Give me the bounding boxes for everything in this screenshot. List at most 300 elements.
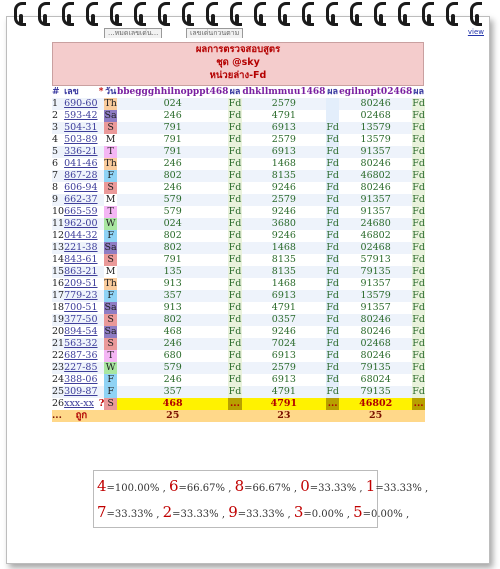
row-number-link[interactable]: 044-32	[64, 230, 98, 241]
row-day: T	[104, 146, 117, 158]
row-index: 9	[52, 194, 64, 206]
row-formula-2-value: 4791	[242, 302, 327, 314]
prediction-row	[52, 398, 425, 410]
row-result-2: Fd	[326, 182, 339, 193]
row-number-link[interactable]: 227-85	[64, 362, 98, 373]
col-header-result-3: ผล	[413, 87, 425, 97]
row-result-3: Fd	[412, 134, 425, 145]
row-result-1: Fd	[228, 374, 242, 385]
header-title: ผลการตรวจสอบสูตร	[195, 44, 281, 55]
row-result-3: Fd	[412, 290, 425, 301]
row-number-link[interactable]: 388-06	[64, 374, 98, 385]
row-formula-2-value: 9246	[242, 206, 327, 218]
table-row	[52, 314, 425, 326]
row-formula-3-value: 91357	[339, 206, 412, 218]
row-result-2: Fd	[326, 194, 339, 205]
binding-ring	[228, 0, 242, 26]
row-result-1: Fd	[228, 302, 242, 313]
row-result-1: Fd	[228, 278, 242, 289]
row-index: 3	[52, 122, 64, 134]
table-row	[52, 230, 425, 242]
row-formula-2-value: 1468	[242, 278, 327, 290]
row-index: 21	[52, 338, 65, 349]
row-formula-2-value: 2579	[242, 134, 327, 146]
row-formula-1-value: 357	[117, 290, 229, 302]
row-formula-3-value: 46802	[339, 170, 412, 182]
row-formula-2-value: 6913	[242, 374, 327, 386]
row-day: S	[104, 338, 117, 350]
row-day: S	[104, 122, 117, 134]
row-result-1: Fd	[228, 314, 242, 325]
row-result-1: Fd	[228, 362, 242, 373]
table-row	[52, 182, 425, 194]
row-index: 25	[52, 386, 65, 397]
summary-count-3: 25	[339, 410, 412, 422]
row-formula-2-value: 2579	[242, 98, 327, 110]
row-index: 11	[52, 218, 65, 229]
row-result-1: Fd	[228, 206, 242, 217]
toolbar-button-1[interactable]: ...หมดเลขเด่น...	[104, 28, 162, 38]
table-row	[52, 134, 425, 146]
row-result-3: Fd	[412, 314, 425, 325]
row-formula-1-value: 246	[117, 110, 229, 122]
prediction-result-3: ...	[413, 398, 424, 409]
row-formula-2-value: 2579	[242, 362, 327, 374]
summary-row	[52, 410, 425, 422]
row-result-2: Fd	[326, 122, 339, 133]
table-row	[52, 350, 425, 362]
row-number-link[interactable]: 221-38	[64, 242, 98, 253]
row-day: F	[104, 374, 117, 386]
row-result-2: Fd	[326, 158, 339, 169]
row-result-2: Fd	[326, 314, 339, 325]
row-formula-1-value: 579	[117, 194, 229, 206]
row-result-3: Fd	[412, 242, 425, 253]
row-day: W	[105, 218, 116, 229]
row-result-3: Fd	[412, 350, 425, 361]
row-day: T	[104, 206, 117, 218]
table-row	[52, 302, 425, 314]
col-header-formula-3[interactable]: egilnopt02468	[339, 87, 413, 97]
row-number-link[interactable]: 504-31	[64, 122, 98, 133]
row-formula-1-value: 913	[117, 302, 229, 314]
prediction-day: S	[104, 398, 117, 410]
table-row	[52, 374, 425, 386]
stat-percent: =100.00% ,	[106, 483, 166, 494]
row-result-3: Fd	[412, 110, 425, 121]
row-day: S	[104, 314, 117, 326]
row-number-link[interactable]: 894-54	[64, 326, 98, 337]
row-index: 16	[52, 278, 65, 289]
summary-label: ถูก	[64, 410, 99, 422]
binding-ring	[468, 0, 482, 26]
row-formula-2-value: 4791	[242, 110, 327, 122]
table-row	[52, 206, 425, 218]
row-index: 22	[52, 350, 65, 361]
row-formula-1-value: 802	[117, 314, 229, 326]
row-number-link[interactable]: 863-21	[64, 266, 98, 277]
table-header-row	[52, 86, 425, 98]
col-header-day: วัน	[105, 87, 117, 97]
binding-ring	[84, 0, 98, 26]
row-result-3: Fd	[412, 386, 425, 397]
row-result-1: Fd	[228, 146, 242, 157]
row-number-link[interactable]: 336-21	[64, 146, 98, 157]
stat-digit: 8	[234, 477, 245, 495]
row-formula-1-value: 246	[117, 374, 229, 386]
row-day: Th	[104, 98, 117, 109]
row-index: 17	[52, 290, 65, 301]
row-result-3: Fd	[412, 218, 425, 229]
row-result-2: Fd	[326, 290, 339, 301]
row-formula-1-value: 802	[117, 230, 229, 242]
row-formula-3-value: 57913	[339, 254, 412, 266]
row-result-1: Fd	[228, 338, 242, 349]
toolbar-button-2[interactable]: เลขเด่นกวนตาม	[186, 28, 243, 38]
formula-result-header	[52, 42, 424, 86]
row-formula-2-value: 9246	[242, 230, 327, 242]
binding-ring	[372, 0, 386, 26]
row-result-3: Fd	[412, 158, 425, 169]
row-formula-3-value: 13579	[339, 134, 412, 146]
summary-dots: ...	[52, 410, 64, 422]
row-formula-1-value: 791	[117, 122, 229, 134]
stat-percent: =33.33% ,	[375, 483, 429, 494]
row-formula-1-value: 791	[117, 134, 229, 146]
prediction-index: 26	[52, 398, 65, 409]
row-index: 6	[52, 158, 64, 170]
table-row	[52, 194, 425, 206]
row-index: 2	[52, 110, 64, 122]
stat-digit: 9	[228, 503, 238, 521]
row-result-3: Fd	[412, 170, 425, 181]
row-formula-1-value: 246	[117, 158, 229, 170]
row-result-3: Fd	[412, 182, 425, 193]
row-index: 8	[52, 182, 64, 194]
row-result-3: Fd	[412, 230, 425, 241]
row-formula-2-value: 6913	[242, 290, 327, 302]
row-formula-2-value: 0357	[242, 314, 327, 326]
row-formula-3-value: 13579	[339, 290, 412, 302]
prediction-formula-2: 4791	[242, 398, 327, 410]
binding-ring	[252, 0, 266, 26]
row-result-3: Fd	[412, 254, 425, 265]
row-result-2	[326, 98, 339, 110]
row-result-2: Fd	[326, 326, 339, 337]
row-number-link[interactable]: 962-00	[64, 218, 98, 229]
row-result-2: Fd	[326, 266, 339, 277]
binding-ring	[156, 0, 170, 26]
row-result-3: Fd	[412, 278, 425, 289]
table-row	[52, 254, 425, 266]
row-number-link[interactable]: 687-36	[64, 350, 98, 361]
row-formula-1-value: 791	[117, 254, 229, 266]
row-number-link[interactable]: 779-23	[64, 290, 98, 301]
row-result-1: Fd	[228, 110, 242, 121]
binding-ring	[60, 0, 74, 26]
col-header-index: #	[52, 87, 60, 97]
summary-empty-2	[104, 410, 117, 422]
row-formula-1-value: 680	[117, 350, 229, 362]
col-header-result-1: ผล	[229, 87, 241, 97]
binding-ring	[36, 0, 50, 26]
row-formula-3-value: 46802	[339, 230, 412, 242]
col-header-result-2: ผล	[327, 87, 339, 97]
prediction-result-1: ...	[230, 398, 240, 409]
row-day: T	[104, 350, 117, 362]
row-result-1: Fd	[228, 266, 242, 277]
row-index: 4	[52, 134, 64, 146]
row-number-link[interactable]: 209-51	[64, 278, 98, 289]
row-formula-3-value: 80246	[339, 350, 412, 362]
row-result-1: Fd	[228, 182, 242, 193]
binding-ring	[132, 0, 146, 26]
row-day: F	[104, 230, 117, 242]
row-result-1: Fd	[228, 134, 242, 145]
table-row	[52, 278, 425, 290]
row-result-2: Fd	[326, 374, 339, 385]
row-day: M	[105, 266, 116, 277]
stat-digit: 5	[353, 503, 363, 521]
col-header-star: *	[98, 87, 104, 97]
table-row	[52, 146, 425, 158]
row-number-link[interactable]: 700-51	[64, 302, 98, 313]
stat-digit: 2	[162, 503, 173, 521]
table-row	[52, 338, 425, 350]
row-result-3: Fd	[412, 326, 425, 337]
binding-ring	[420, 0, 434, 26]
row-formula-3-value: 91357	[339, 302, 412, 314]
row-result-3: Fd	[412, 206, 425, 217]
binding-ring	[348, 0, 362, 26]
table-row	[52, 386, 425, 398]
row-formula-2-value: 9246	[242, 182, 327, 194]
row-result-3: Fd	[412, 266, 425, 277]
row-result-3: Fd	[412, 146, 425, 157]
row-formula-3-value: 13579	[339, 122, 412, 134]
row-formula-2-value: 6913	[242, 146, 327, 158]
binding-ring	[204, 0, 218, 26]
col-header-formula-2[interactable]: dhkllmmuu1468	[242, 87, 326, 97]
row-formula-2-value: 9246	[242, 326, 327, 338]
row-number-link[interactable]: 309-87	[64, 386, 98, 397]
row-result-2: Fd	[326, 278, 339, 289]
table-row	[52, 326, 425, 338]
row-number-link[interactable]: 662-37	[64, 194, 98, 205]
stat-digit: 4	[97, 477, 107, 495]
row-formula-3-value: 02468	[339, 110, 412, 122]
row-result-2: Fd	[326, 350, 339, 361]
row-result-2: Fd	[326, 146, 339, 157]
row-result-1: Fd	[228, 242, 242, 253]
row-formula-2-value: 8135	[242, 266, 327, 278]
stat-percent: =33.33% ,	[309, 483, 363, 494]
row-formula-2-value: 7024	[242, 338, 327, 350]
row-number-link[interactable]: 867-28	[64, 170, 98, 181]
results-table	[52, 86, 425, 422]
row-formula-2-value: 6913	[242, 122, 327, 134]
row-formula-3-value: 02468	[339, 338, 412, 350]
header-unit-label: หน่วยล่าง-Fd	[209, 70, 267, 81]
row-day: S	[104, 254, 117, 266]
row-index: 19	[52, 314, 65, 325]
row-index: 20	[52, 326, 65, 337]
row-formula-2-value: 1468	[242, 242, 327, 254]
row-index: 18	[52, 302, 65, 313]
row-formula-1-value: 913	[117, 278, 229, 290]
stat-digit: 1	[365, 477, 376, 495]
row-formula-1-value: 468	[117, 326, 229, 338]
row-day: Sa	[104, 326, 117, 337]
header-set-name: ชุด @sky	[216, 57, 260, 68]
top-toolbar-strip	[14, 28, 486, 38]
row-day: F	[104, 386, 117, 398]
digit-stats-box	[93, 470, 429, 528]
row-number-link[interactable]: 563-32	[64, 338, 98, 349]
table-row	[52, 362, 425, 374]
row-day: Sa	[104, 302, 117, 313]
row-formula-3-value: 79135	[339, 362, 412, 374]
row-result-2: Fd	[326, 170, 339, 181]
row-number-link[interactable]: 690-60	[64, 98, 98, 109]
row-index: 5	[52, 146, 64, 158]
row-result-2: Fd	[326, 218, 339, 229]
row-day: Th	[104, 278, 117, 289]
row-result-1: Fd	[228, 290, 242, 301]
row-index: 14	[52, 254, 65, 265]
row-result-1: Fd	[228, 170, 242, 181]
row-formula-2-value: 2579	[242, 194, 327, 206]
stat-digit: 3	[293, 503, 304, 521]
row-result-1: Fd	[228, 230, 242, 241]
row-index: 12	[52, 230, 65, 241]
stats-line-2	[97, 503, 409, 521]
row-number-link[interactable]: 503-89	[64, 134, 98, 145]
col-header-number: เลข	[64, 87, 79, 97]
col-header-formula-1[interactable]: bbeggghhilnopppt468	[116, 87, 229, 97]
row-result-1: Fd	[228, 350, 242, 361]
summary-count-2: 23	[242, 410, 327, 422]
stat-percent: =33.33% ,	[106, 509, 160, 520]
row-result-2: Fd	[326, 362, 339, 373]
binding-ring	[324, 0, 338, 26]
binding-ring	[396, 0, 410, 26]
spiral-binding	[0, 0, 500, 30]
row-formula-1-value: 246	[117, 338, 229, 350]
row-result-3: Fd	[412, 98, 425, 109]
table-row	[52, 158, 425, 170]
row-formula-3-value: 91357	[339, 194, 412, 206]
binding-ring	[12, 0, 26, 26]
row-formula-1-value: 246	[117, 182, 229, 194]
row-formula-1-value: 024	[117, 218, 229, 230]
row-formula-3-value: 80246	[339, 326, 412, 338]
row-result-2: Fd	[326, 134, 339, 145]
row-result-1: Fd	[228, 386, 242, 397]
row-number-link[interactable]: 377-50	[64, 314, 98, 325]
row-result-3: Fd	[412, 338, 425, 349]
table-row	[52, 170, 425, 182]
binding-ring	[276, 0, 290, 26]
row-day: W	[105, 362, 116, 373]
row-index: 24	[52, 374, 65, 385]
row-result-3: Fd	[412, 194, 425, 205]
row-day: F	[104, 290, 117, 302]
row-formula-3-value: 79135	[339, 386, 412, 398]
stat-percent: =33.33% ,	[172, 509, 226, 520]
row-result-2: Fd	[326, 386, 339, 397]
row-day: M	[105, 134, 116, 145]
row-result-1: Fd	[228, 98, 242, 109]
row-day: Th	[104, 158, 117, 169]
row-formula-3-value: 80246	[339, 182, 412, 194]
view-link[interactable]: view	[467, 28, 484, 36]
row-formula-3-value: 91357	[339, 278, 412, 290]
table-row	[52, 110, 425, 122]
row-number-link[interactable]: 843-61	[64, 254, 98, 265]
row-formula-2-value: 8135	[242, 254, 327, 266]
row-formula-3-value: 80246	[339, 314, 412, 326]
row-formula-3-value: 02468	[339, 242, 412, 254]
stat-digit: 6	[168, 477, 179, 495]
row-number-link[interactable]: 593-42	[64, 110, 98, 121]
stat-digit: 0	[300, 477, 310, 495]
row-formula-3-value: 24680	[339, 218, 412, 230]
stat-percent: =0.00% ,	[362, 509, 410, 520]
summary-empty-3	[228, 410, 241, 422]
row-result-1: Fd	[228, 218, 242, 229]
summary-count-1: 25	[117, 410, 229, 422]
row-result-1: Fd	[228, 194, 242, 205]
row-number-link[interactable]: 041-46	[64, 158, 98, 169]
row-day: Sa	[104, 242, 117, 253]
row-day: S	[104, 182, 117, 194]
stat-percent: =66.67% ,	[178, 483, 232, 494]
table-row	[52, 98, 425, 110]
row-number-link[interactable]: 665-59	[64, 206, 98, 217]
table-row	[52, 122, 425, 134]
row-number-link[interactable]: 606-94	[64, 182, 98, 193]
row-formula-1-value: 135	[117, 266, 229, 278]
row-result-2: Fd	[326, 206, 339, 217]
row-index: 23	[52, 362, 65, 373]
prediction-formula-1: 468	[117, 398, 229, 410]
binding-ring	[180, 0, 194, 26]
row-index: 15	[52, 266, 65, 277]
row-result-1: Fd	[228, 158, 242, 169]
row-formula-1-value: 357	[117, 386, 229, 398]
summary-empty-5	[412, 410, 425, 422]
row-result-2: Fd	[326, 338, 339, 349]
row-formula-3-value: 91357	[339, 146, 412, 158]
row-result-2: Fd	[326, 302, 339, 313]
row-result-3: Fd	[412, 302, 425, 313]
table-row	[52, 242, 425, 254]
row-result-1: Fd	[228, 254, 242, 265]
row-formula-3-value: 80246	[339, 158, 412, 170]
row-formula-1-value: 579	[117, 362, 229, 374]
row-formula-1-value: 579	[117, 206, 229, 218]
row-formula-2-value: 4791	[242, 386, 327, 398]
row-result-2	[326, 110, 339, 122]
row-result-3: Fd	[412, 362, 425, 373]
binding-ring	[444, 0, 458, 26]
prediction-question: ?	[98, 398, 105, 409]
row-result-1: Fd	[228, 122, 242, 133]
prediction-number[interactable]: xxx-xx	[64, 398, 99, 410]
row-index: 13	[52, 242, 65, 253]
row-formula-2-value: 1468	[242, 158, 327, 170]
